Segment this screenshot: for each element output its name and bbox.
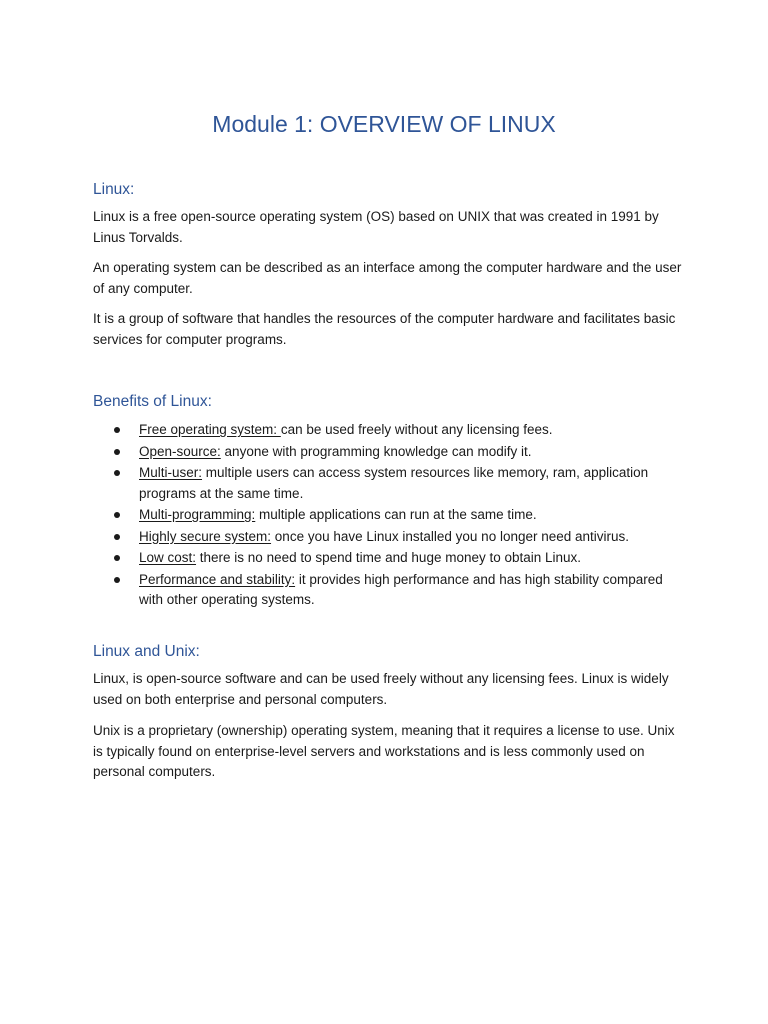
- benefits-list: [93, 420, 688, 612]
- benefit-text: multiple users can access system resources like memory, ram, application programs at the same time.: [139, 465, 649, 501]
- section-heading-benefits: Benefits of Linux:: [93, 393, 212, 410]
- benefit-term: Multi-programming:: [139, 507, 256, 522]
- bullet-icon: [114, 470, 120, 476]
- bullet-icon: [114, 577, 120, 583]
- paragraph-unix-2: Unix is a proprietary (ownership) operating system, meaning that it requires a license to use. Unix is typically found on enterprise-level servers and workstations and is less commonly used on personal computers.: [93, 723, 675, 779]
- benefit-term: Performance and stability:: [139, 571, 296, 587]
- benefit-term: Low cost:: [139, 550, 197, 565]
- benefit-text: multiple applications can run at the same time.: [255, 507, 537, 522]
- bullet-icon: [114, 427, 120, 433]
- benefit-text: anyone with programming knowledge can modify it.: [220, 443, 532, 459]
- benefit-term: Open-source:: [139, 443, 221, 459]
- bullet-icon: [114, 449, 120, 455]
- benefit-term: Highly secure system:: [139, 528, 272, 544]
- benefit-text: can be used freely without any licensing fees.: [280, 422, 553, 437]
- benefit-term: Free operating system:: [139, 422, 281, 437]
- paragraph-linux-3: It is a group of software that handles the resources of the computer hardware and facilitates basic services for computer programs.: [93, 311, 676, 347]
- benefit-text: it provides high performance and has high stability compared with other operating systems.: [139, 571, 663, 607]
- paragraph-linux-2: An operating system can be described as an interface among the computer hardware and the user of any computer.: [93, 260, 682, 296]
- page-title: Module 1: OVERVIEW OF LINUX: [212, 111, 556, 137]
- list-item: [93, 527, 688, 548]
- bullet-icon: [114, 555, 120, 561]
- list-item: [93, 463, 688, 504]
- paragraph-unix-1: Linux, is open-source software and can be used freely without any licensing fees. Linux is widely used on both enterprise and personal computers.: [93, 671, 669, 707]
- paragraph-linux-1: Linux is a free open-source operating system (OS) based on UNIX that was created in 1991 by Linus Torvalds.: [93, 209, 659, 245]
- list-item: [93, 505, 688, 526]
- bullet-icon: [114, 512, 120, 518]
- list-item: [93, 548, 688, 569]
- list-item: [93, 570, 688, 611]
- benefit-text: there is no need to spend time and huge money to obtain Linux.: [196, 550, 582, 565]
- list-item: [93, 442, 688, 463]
- benefit-term: Multi-user:: [139, 465, 203, 480]
- benefit-text: once you have Linux installed you no longer need antivirus.: [271, 528, 630, 544]
- section-heading-linux: Linux:: [93, 181, 135, 198]
- bullet-icon: [114, 534, 120, 540]
- list-item: [93, 420, 688, 441]
- section-heading-linux-unix: Linux and Unix:: [93, 643, 200, 660]
